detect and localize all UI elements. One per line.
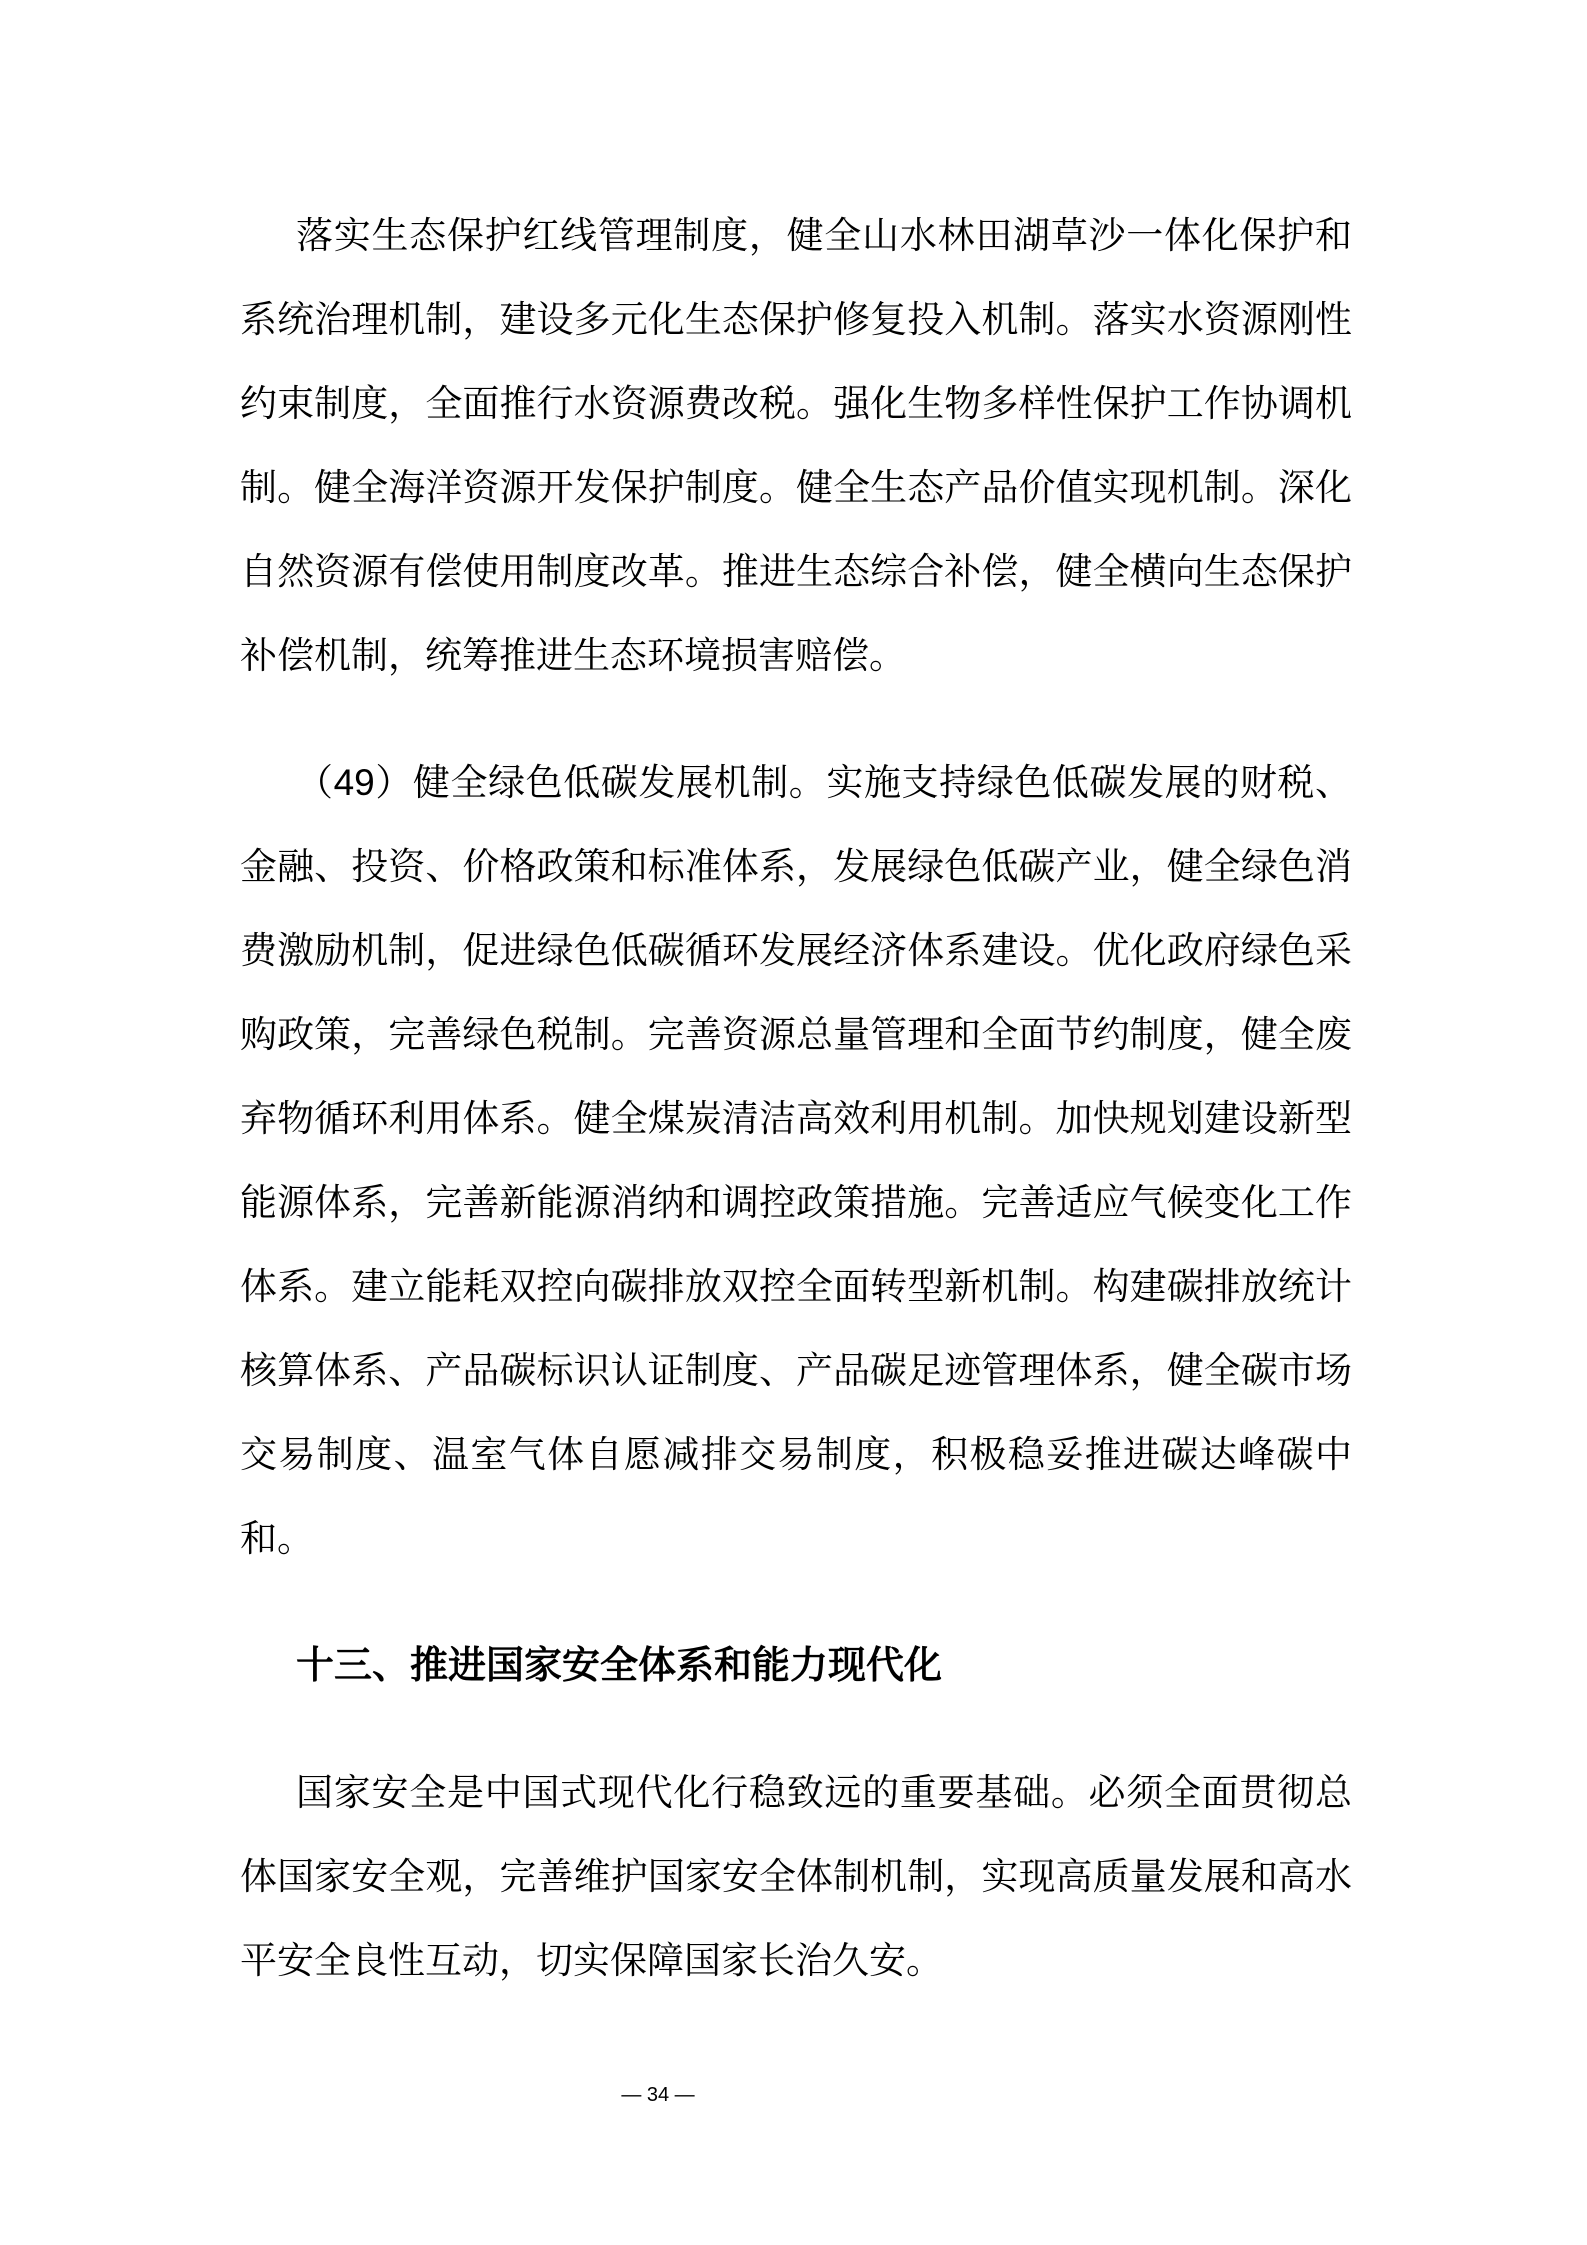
paragraph-ecology-protection: 落实生态保护红线管理制度，健全山水林田湖草沙一体化保护和系统治理机制，建设多元化生态保护修复投入机制。落实水资源刚性约束制度，全面推行水资源费改税。强化生物多样性保护工作协调机制。健全海洋资源开发保护制度。健全生态产品价值实现机制。深化自然资源有偿使用制度改革。推进生态综合补偿，健全横向生态保护补偿机制，统筹推进生态环境损害赔偿。 [240,215,1352,676]
paragraph-national-security: 国家安全是中国式现代化行稳致远的重要基础。必须全面贯彻总体国家安全观，完善维护国家安全体制机制，实现高质量发展和高水平安全良性互动，切实保障国家长治久安。 [240,1772,1352,1981]
paragraph-green-low-carbon-item-49: （49）健全绿色低碳发展机制。实施支持绿色低碳发展的财税、金融、投资、价格政策和标准体系，发展绿色低碳产业，健全绿色消费激励机制，促进绿色低碳循环发展经济体系建设。优化政府绿色采购政策，完善绿色税制。完善资源总量管理和全面节约制度，健全废弃物循环利用体系。健全煤炭清洁高效利用机制。加快规划建设新型能源体系，完善新能源消纳和调控政策措施。完善适应气候变化工作体系。建立能耗双控向碳排放双控全面转型新机制。构建碳排放统计核算体系、产品碳标识认证制度、产品碳足迹管理体系，健全碳市场交易制度、温室气体自愿减排交易制度，积极稳妥推进碳达峰碳中和。 [240,762,1352,1559]
section-heading-13-national-security: 十三、推进国家安全体系和能力现代化 [296,1645,943,1687]
document-body [240,194,1352,2046]
page-number: — 34 — [621,2084,695,2106]
